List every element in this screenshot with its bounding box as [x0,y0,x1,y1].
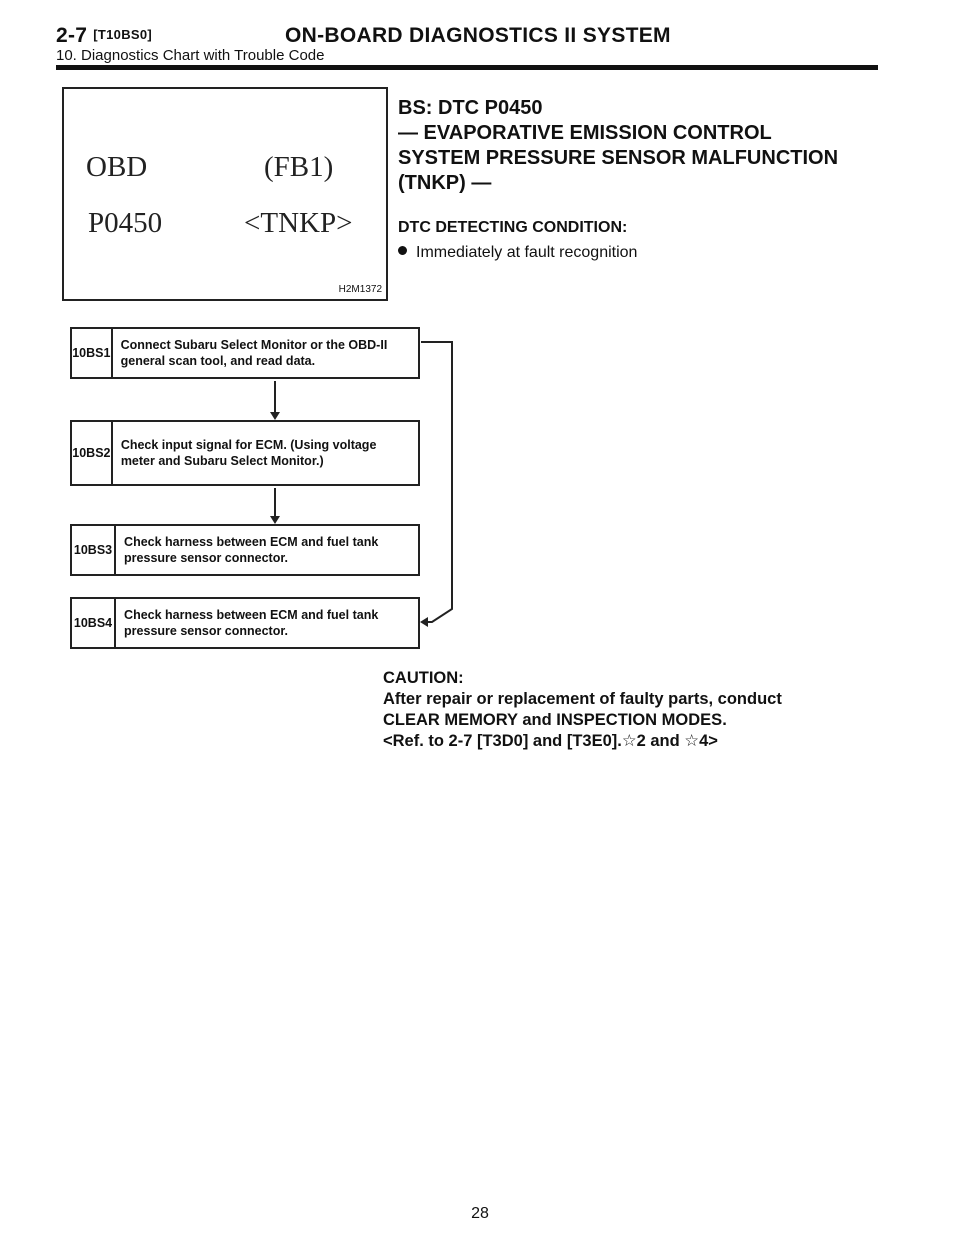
screen-obd: OBD [86,151,148,183]
step-id: 10BS4 [72,599,116,647]
step-10bs1 [70,327,420,379]
screen-dtc-code: P0450 [88,207,163,239]
condition-heading: DTC DETECTING CONDITION: [398,219,628,236]
scan-tool-screen [62,87,388,301]
step-10bs4 [70,597,420,649]
caution-line2: CLEAR MEMORY and INSPECTION MODES. [383,711,727,729]
section-number-text: 2-7 [56,24,88,47]
step-text: Check input signal for ECM. (Using voltage meter and Subaru Select Monitor.) [120,438,377,468]
step-10bs3 [70,524,420,576]
dtc-title-line1: BS: DTC P0450 [398,97,543,119]
bullet-icon [398,246,407,255]
dtc-title-line3: SYSTEM PRESSURE SENSOR MALFUNCTION [398,147,839,169]
caution-line1: After repair or replacement of faulty parts, conduct [383,690,782,708]
page-subtitle: 10. Diagnostics Chart with Trouble Code [56,47,325,64]
step-id: 10BS2 [72,422,113,484]
condition-item [398,244,637,262]
page-number: 28 [471,1205,489,1222]
section-code: [T10BS0] [93,27,153,42]
step-text: Check harness between ECM and fuel tank pressure sensor connector. [124,608,379,638]
arrowhead-icon [270,516,280,524]
step-10bs2 [70,420,420,486]
section-number [56,24,152,48]
dtc-title [398,96,878,196]
step-id: 10BS1 [72,329,113,377]
screen-fb1: (FB1) [264,151,334,183]
dtc-title-line2: — EVAPORATIVE EMISSION CONTROL [398,122,772,144]
screen-tnkp: <TNKP> [244,207,353,239]
step-text: Check harness between ECM and fuel tank pressure sensor connector. [124,535,379,565]
figure-code: H2M1372 [338,284,382,295]
dtc-title-line4: (TNKP) — [398,172,492,194]
page-title: ON-BOARD DIAGNOSTICS II SYSTEM [285,24,671,47]
caution-line3: <Ref. to 2-7 [T3D0] and [T3E0].☆2 and ☆4> [383,732,718,750]
bypass-arrow-line [421,342,452,622]
condition-text: Immediately at fault recognition [416,244,638,261]
step-text: Connect Subaru Select Monitor or the OBD-II general scan tool, and read data. [120,338,388,368]
step-id: 10BS3 [72,526,116,574]
arrowhead-icon [420,617,428,627]
caution-heading: CAUTION: [383,669,464,687]
caution-block [383,668,883,752]
header-rule [56,65,878,70]
arrowhead-icon [270,412,280,420]
